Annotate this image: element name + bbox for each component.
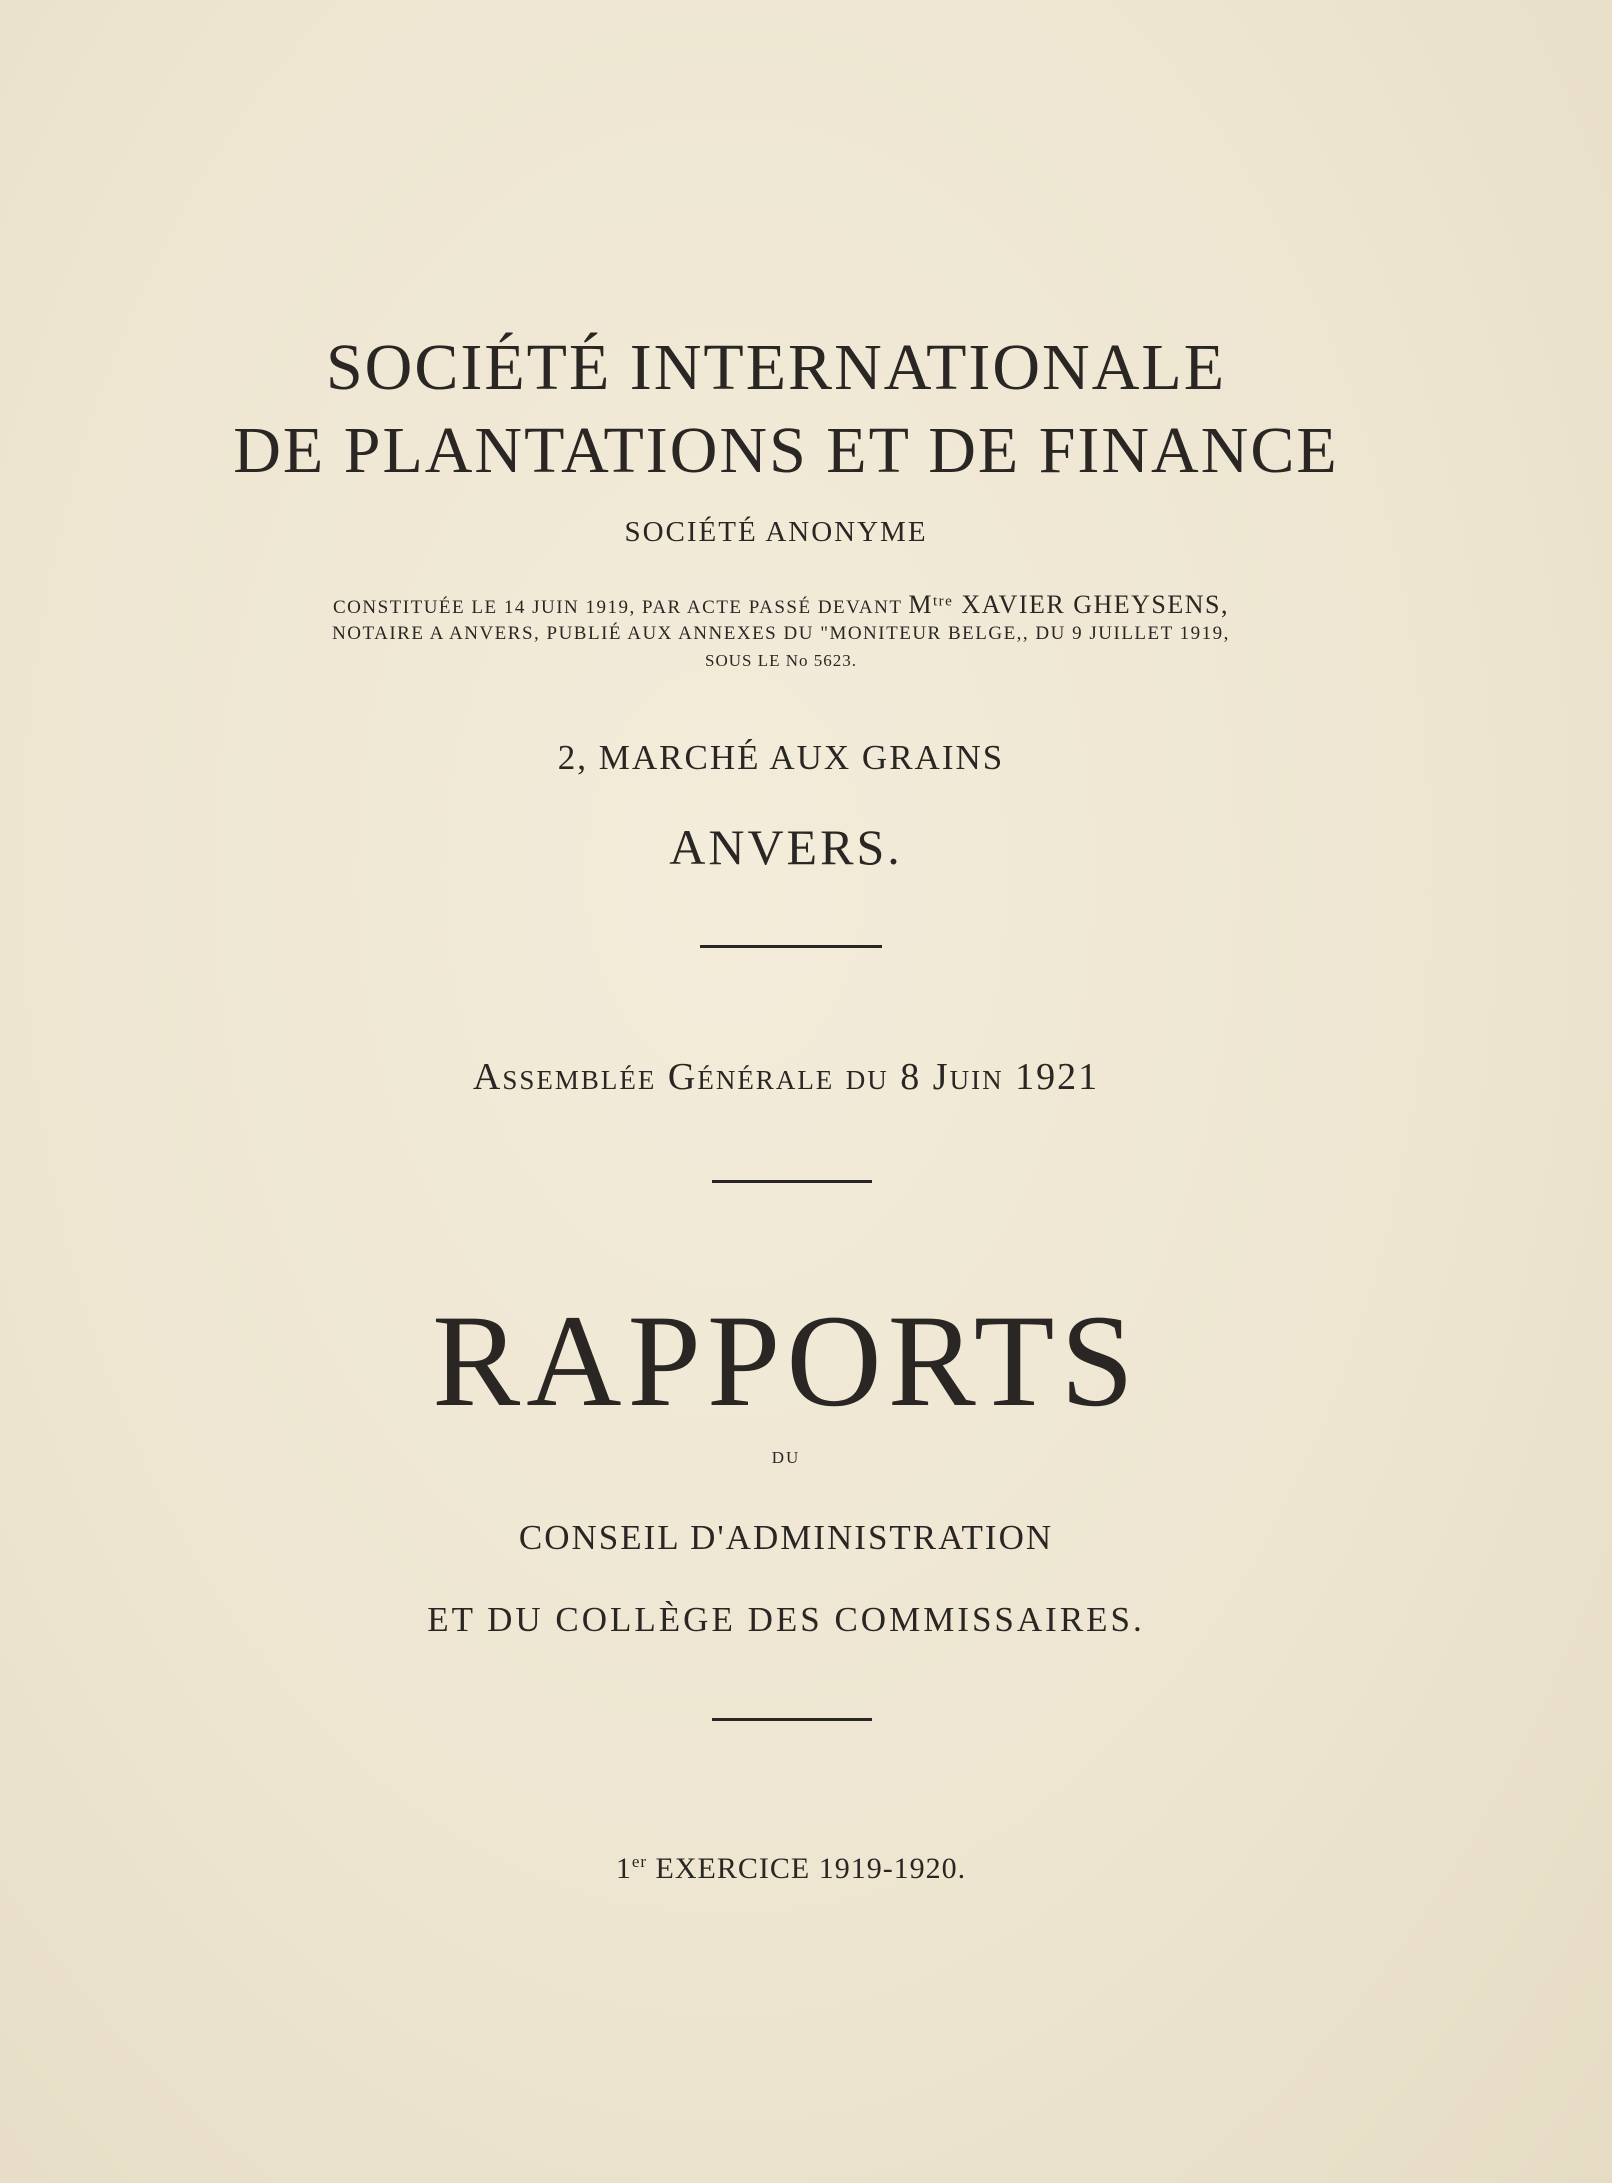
main-title: RAPPORTS — [432, 1287, 1140, 1434]
title-connector: DU — [771, 1448, 801, 1467]
notary-title: M — [908, 590, 934, 619]
exercise-ordinal-superscript: er — [631, 1852, 648, 1871]
notary-name: XAVIER GHEYSENS, — [953, 590, 1229, 619]
constitution-line3: SOUS LE No 5623. — [704, 651, 857, 670]
constitution-line2: NOTAIRE A ANVERS, PUBLIÉ AUX ANNEXES DU "MONITEUR BELGE,, DU 9 JUILLET 1919, — [332, 623, 1230, 644]
company-type: SOCIÉTÉ ANONYME — [624, 516, 928, 548]
divider-rule — [700, 945, 882, 948]
company-address: 2, MARCHÉ AUX GRAINS — [557, 738, 1005, 777]
exercise-text: EXERCICE 1919-1920. — [647, 1852, 967, 1885]
assembly-heading: Assemblée Générale du 8 Juin 1921 — [472, 1056, 1100, 1098]
divider-rule — [712, 1718, 872, 1721]
college-line: ET DU COLLÈGE DES COMMISSAIRES. — [427, 1600, 1145, 1639]
divider-rule — [712, 1180, 872, 1183]
company-name-line1: SOCIÉTÉ INTERNATIONALE — [325, 331, 1227, 404]
constitution-line1 — [0, 590, 1587, 620]
company-city: ANVERS. — [669, 819, 903, 875]
exercise-ordinal: 1 — [615, 1852, 632, 1885]
company-name-line2: DE PLANTATIONS ET DE FINANCE — [233, 414, 1339, 487]
exercise-line — [0, 1852, 1597, 1886]
board-line: CONSEIL D'ADMINISTRATION — [518, 1518, 1054, 1557]
notary-title-superscript: tre — [933, 593, 954, 610]
constitution-text: CONSTITUÉE LE 14 JUIN 1919, PAR ACTE PASSÉ DEVANT — [332, 597, 909, 618]
